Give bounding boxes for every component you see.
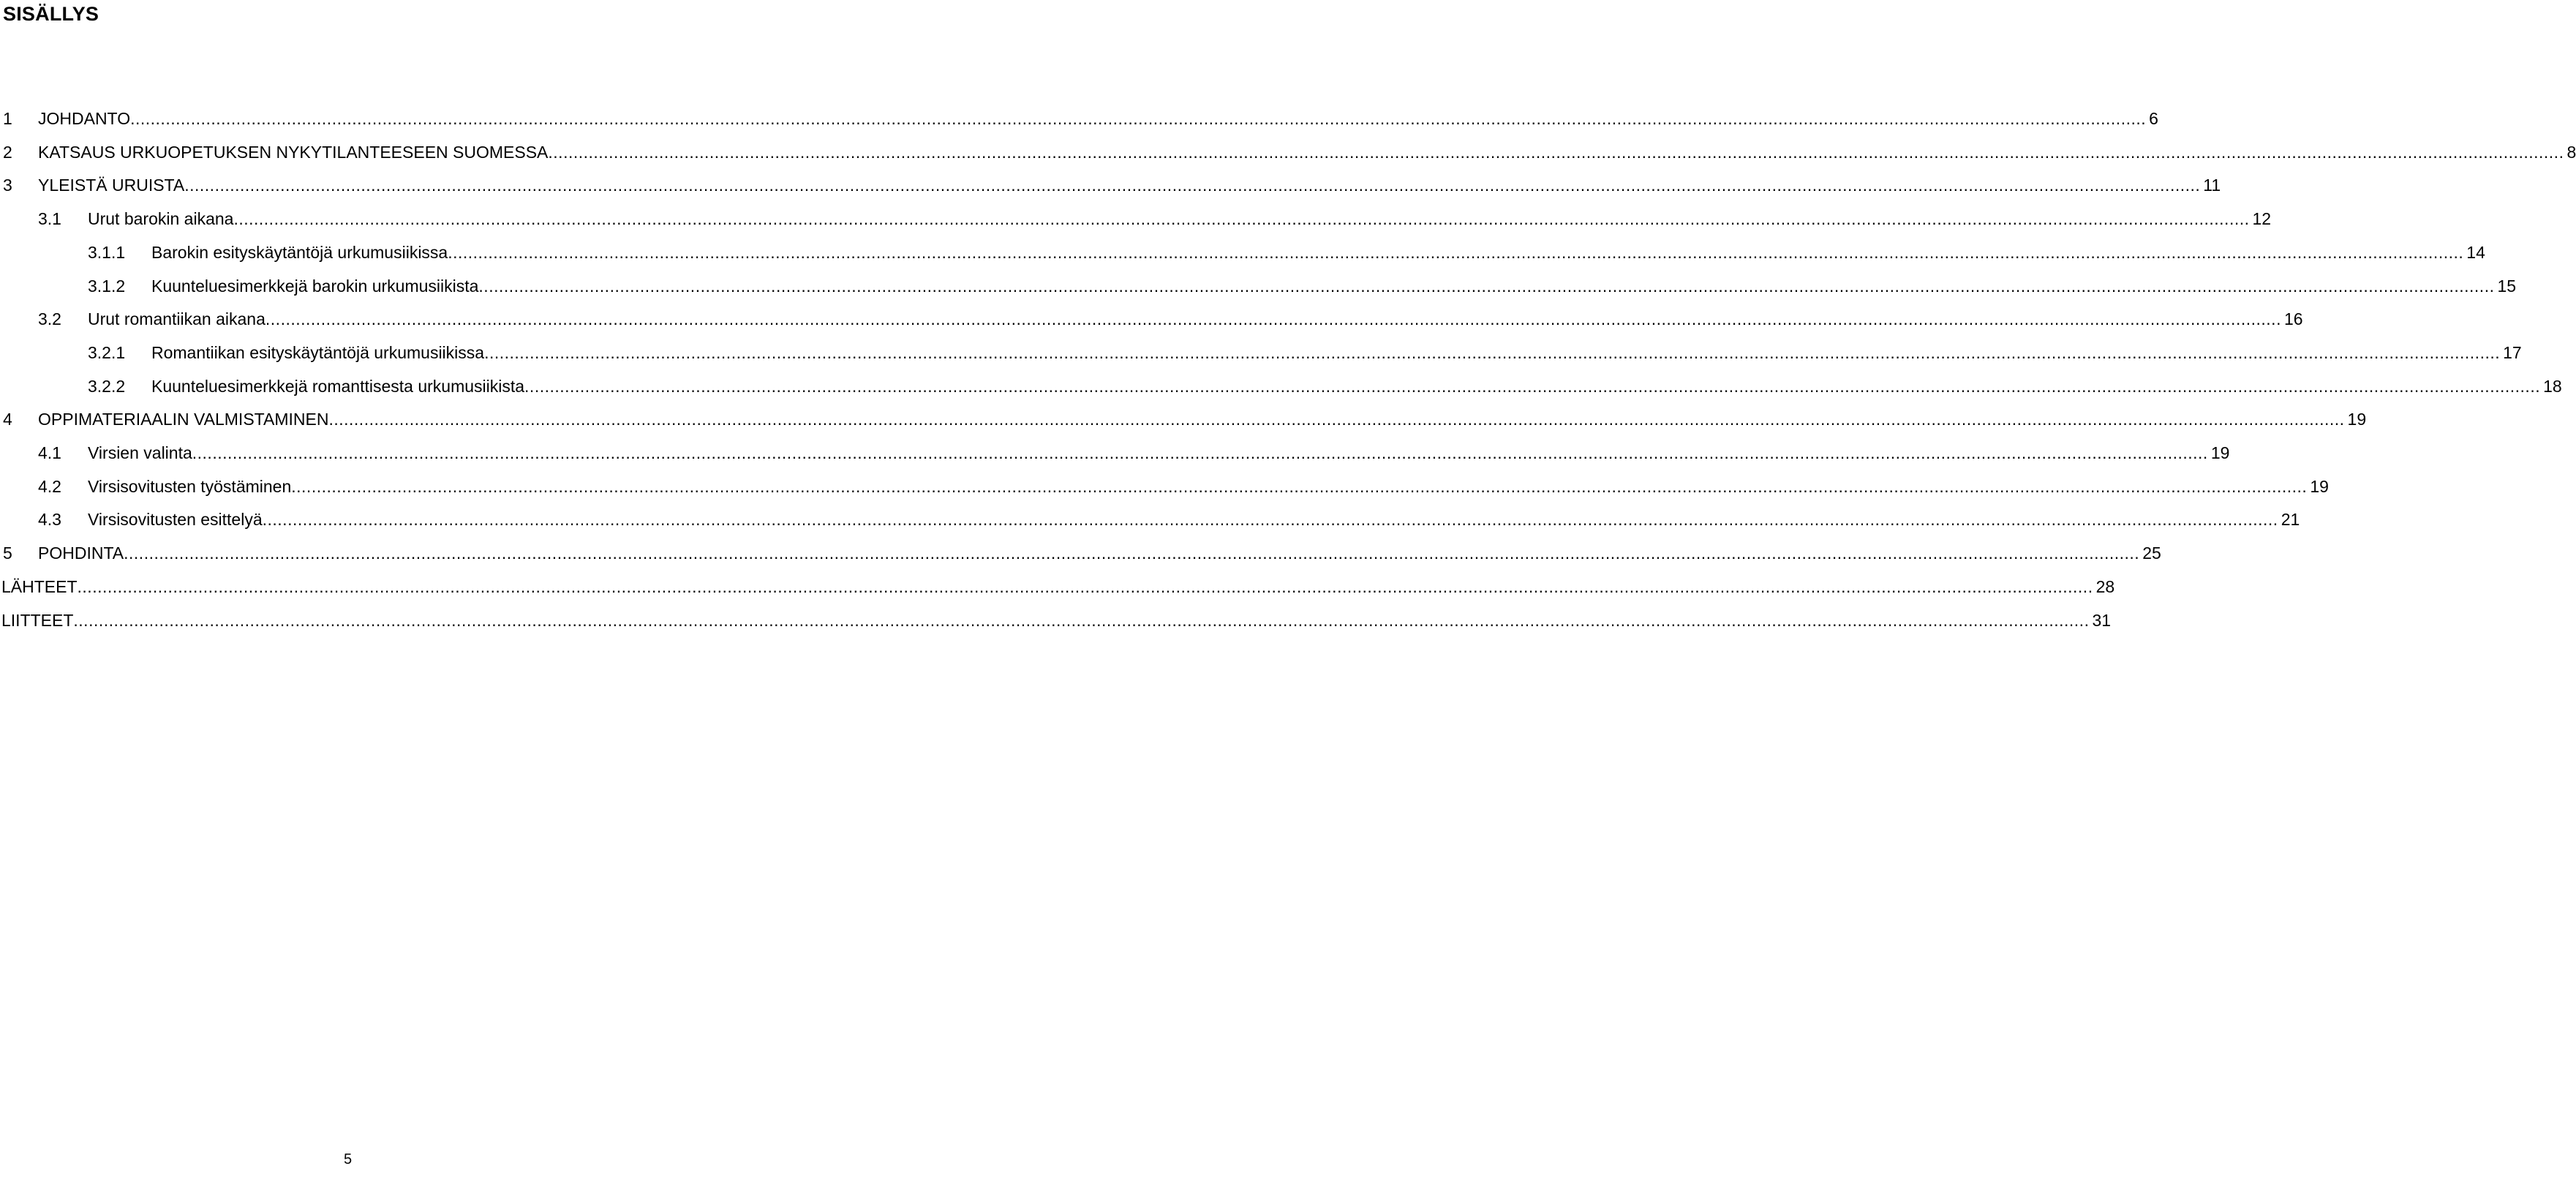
toc-leader-dots: ................................................................................................................................................................................................................................................................................................................................................................................................................ xyxy=(233,209,2250,229)
toc-entry-title: Virsisovitusten esittelyä xyxy=(88,510,263,530)
toc-leader-dots: ................................................................................................................................................................................................................................................................................................................................................................................................................ xyxy=(262,510,2278,530)
toc-entry-title: Romantiikan esityskäytäntöjä urkumusiikissa xyxy=(151,342,485,362)
toc-entry[interactable] xyxy=(0,575,2115,609)
toc-entry-page: 11 xyxy=(2203,176,2221,195)
toc-leader-dots: ................................................................................................................................................................................................................................................................................................................................................................................................................ xyxy=(448,242,2464,262)
toc-entry-page: 17 xyxy=(2503,342,2522,362)
toc-entry[interactable] xyxy=(0,107,2158,140)
toc-leader-dots: ................................................................................................................................................................................................................................................................................................................................................................................................................ xyxy=(77,576,2093,596)
toc-entry-number: 4 xyxy=(3,410,12,429)
toc-entry-title: JOHDANTO xyxy=(38,109,131,128)
toc-entry-number: 2 xyxy=(3,142,12,162)
toc-entry[interactable] xyxy=(0,508,2300,541)
toc-entry-number: 3.2.1 xyxy=(88,342,126,362)
toc-leader-dots: ................................................................................................................................................................................................................................................................................................................................................................................................................ xyxy=(124,544,2140,563)
toc-entry-number: 5 xyxy=(3,544,12,563)
toc-entry-page: 18 xyxy=(2543,376,2562,396)
toc-entry-title: Virsisovitusten työstäminen xyxy=(88,476,292,496)
toc-leader-dots: ................................................................................................................................................................................................................................................................................................................................................................................................................ xyxy=(548,142,2564,162)
toc-entry[interactable] xyxy=(0,173,2221,207)
toc-entry-page: 19 xyxy=(2310,476,2329,496)
toc-entry[interactable] xyxy=(0,407,2367,441)
toc-entry-page: 21 xyxy=(2281,510,2300,530)
toc-entry-page: 25 xyxy=(2142,544,2161,563)
toc-leader-dots: ................................................................................................................................................................................................................................................................................................................................................................................................................ xyxy=(73,610,2090,630)
toc-entry-title: OPPIMATERIAALIN VALMISTAMINEN xyxy=(38,410,329,429)
toc-entry-title: LÄHTEET xyxy=(1,576,78,596)
toc-leader-dots: ................................................................................................................................................................................................................................................................................................................................................................................................................ xyxy=(291,476,2308,496)
toc-entry-title: Kuunteluesimerkkejä romanttisesta urkumusiikista xyxy=(151,376,525,396)
toc-entry[interactable] xyxy=(0,341,2522,375)
toc-entry-page: 8 xyxy=(2566,142,2576,162)
toc-entry[interactable] xyxy=(0,441,2230,475)
toc-entry-page: 15 xyxy=(2497,276,2517,296)
page-title: SISÄLLYS xyxy=(3,3,99,25)
toc-entry-number: 3.1 xyxy=(38,209,61,229)
toc-entry-number: 4.1 xyxy=(38,443,61,462)
toc-entry-page: 6 xyxy=(2149,109,2158,128)
toc-entry-page: 31 xyxy=(2092,610,2112,630)
toc-entry-title: KATSAUS URKUOPETUKSEN NYKYTILANTEESEEN SUOMESSA xyxy=(38,142,549,162)
toc-entry[interactable] xyxy=(0,475,2329,508)
toc-entry-number: 4.2 xyxy=(38,476,61,496)
toc-entry-number: 3.1.1 xyxy=(88,242,126,262)
toc-entry-number: 1 xyxy=(3,109,12,128)
toc-entry-number: 3 xyxy=(3,176,12,195)
toc-leader-dots: ................................................................................................................................................................................................................................................................................................................................................................................................................ xyxy=(484,342,2501,362)
toc-entry-title: Kuunteluesimerkkejä barokin urkumusiikista xyxy=(151,276,479,296)
toc-entry-page: 14 xyxy=(2466,242,2485,262)
toc-entry-title: Urut romantiikan aikana xyxy=(88,309,265,329)
toc-entry-title: LIITTEET xyxy=(1,610,74,630)
toc-entry[interactable] xyxy=(0,307,2303,341)
toc-entry-page: 16 xyxy=(2283,309,2303,329)
toc-entry[interactable] xyxy=(0,241,2485,274)
toc-entry[interactable] xyxy=(0,541,2161,575)
toc-entry-page: 28 xyxy=(2095,576,2115,596)
toc-entry[interactable] xyxy=(0,140,2576,174)
toc-leader-dots: ................................................................................................................................................................................................................................................................................................................................................................................................................ xyxy=(524,376,2541,396)
toc-leader-dots: ................................................................................................................................................................................................................................................................................................................................................................................................................ xyxy=(265,309,2281,329)
toc-entry-page: 12 xyxy=(2252,209,2272,229)
toc-entry-title: Barokin esityskäytäntöjä urkumusiikissa xyxy=(151,242,448,262)
toc-leader-dots: ................................................................................................................................................................................................................................................................................................................................................................................................................ xyxy=(478,276,2495,296)
toc-entry[interactable] xyxy=(0,609,2112,642)
toc-entry-number: 4.3 xyxy=(38,510,61,530)
toc-leader-dots: ................................................................................................................................................................................................................................................................................................................................................................................................................ xyxy=(192,443,2208,462)
toc-entry-page: 19 xyxy=(2210,443,2230,462)
toc-leader-dots: ................................................................................................................................................................................................................................................................................................................................................................................................................ xyxy=(184,176,2201,195)
toc-entry-number: 3.2.2 xyxy=(88,376,126,396)
toc-entry[interactable] xyxy=(0,375,2562,408)
toc-entry[interactable] xyxy=(0,274,2517,308)
toc-entry-title: Urut barokin aikana xyxy=(88,209,234,229)
toc-entry-page: 19 xyxy=(2347,410,2367,429)
toc-entry-title: YLEISTÄ URUISTA xyxy=(38,176,185,195)
toc-entry-number: 3.1.2 xyxy=(88,276,126,296)
page-number: 5 xyxy=(344,1151,353,1167)
toc-leader-dots: ................................................................................................................................................................................................................................................................................................................................................................................................................ xyxy=(328,410,2345,429)
toc-entry-title: POHDINTA xyxy=(38,544,124,563)
toc-entry-number: 3.2 xyxy=(38,309,61,329)
toc-leader-dots: ................................................................................................................................................................................................................................................................................................................................................................................................................ xyxy=(130,109,2147,128)
toc-entry[interactable] xyxy=(0,207,2272,241)
toc-entry-title: Virsien valinta xyxy=(88,443,192,462)
